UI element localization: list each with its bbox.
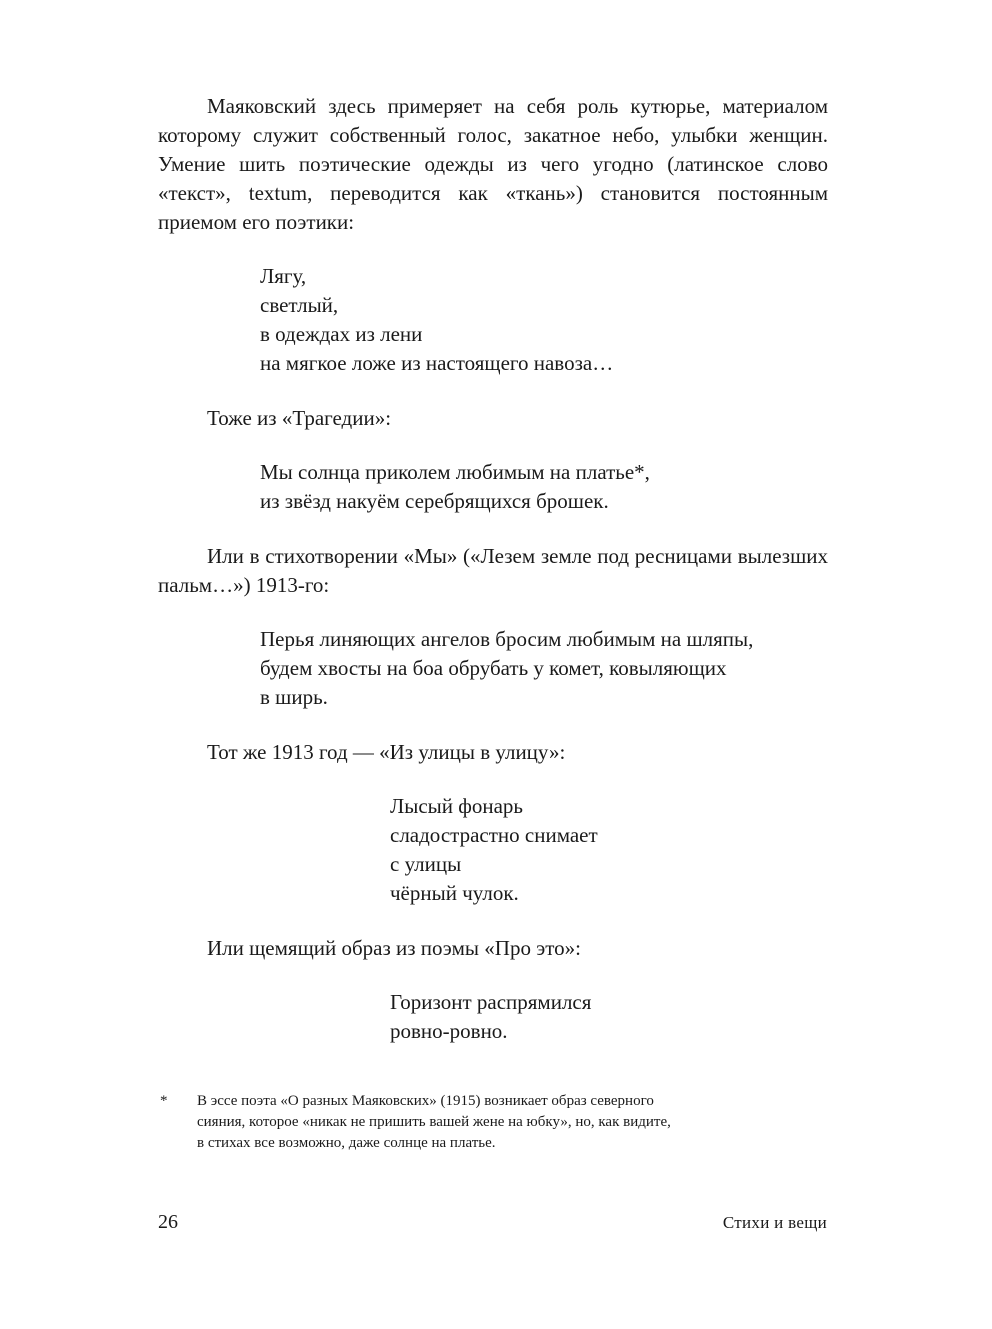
verse-quote-3: [260, 625, 828, 712]
page-number: 26: [158, 1211, 178, 1233]
verse-line: Мы солнца приколем любимым на платье*,: [260, 460, 650, 484]
footnote-line: В эссе поэта «О разных Маяковских» (1915) возникает образ северного: [197, 1093, 654, 1109]
verse-line: Лысый фонарь: [390, 794, 524, 818]
footnote-line: в стихах все возможно, даже солнце на платье.: [197, 1135, 496, 1151]
paragraph-my-poem: Или в стихотворении «Мы» («Лезем земле под ресницами вылезших пальм…») 1913-го:: [158, 544, 828, 597]
verse-line: чёрный чулок.: [390, 881, 519, 905]
footnote: [158, 1091, 828, 1154]
paragraph-tragedy: Тоже из «Трагедии»:: [207, 406, 392, 430]
verse-line: светлый,: [260, 293, 339, 317]
footnote-text: [197, 1091, 828, 1154]
verse-line: в ширь.: [260, 685, 328, 709]
verse-line: будем хвосты на боа обрубать у комет, ковыляющих: [260, 656, 727, 680]
verse-line: Горизонт распрямился: [390, 990, 592, 1014]
page-body: [158, 92, 828, 1046]
verse-quote-5: [390, 988, 828, 1046]
paragraph-intro: Маяковский здесь примеряет на себя роль кутюрье, материалом которому служит собственный голос, закатное небо, улыбки женщин. Умение шить поэтические одежды из чего угодно (латинское слово «текст», textum, переводится как «ткань») становится постоянным приемом его поэтики:: [158, 94, 828, 234]
verse-line: в одеждах из лени: [260, 322, 423, 346]
verse-line: Лягу,: [260, 264, 307, 288]
verse-line: с улицы: [390, 852, 462, 876]
verse-line: ровно-ровно.: [390, 1019, 508, 1043]
verse-line: Перья линяющих ангелов бросим любимым на шляпы,: [260, 627, 754, 651]
paragraph-street: Тот же 1913 год — «Из улицы в улицу»:: [207, 740, 566, 764]
footnote-mark: *: [160, 1093, 168, 1109]
verse-quote-4: [390, 792, 828, 908]
verse-quote-2: [260, 458, 828, 516]
footnote-line: сияния, которое «никак не пришить вашей жене на юбку», но, как видите,: [197, 1114, 671, 1130]
running-title: Стихи и вещи: [722, 1213, 827, 1232]
verse-line: сладострастно снимает: [390, 823, 598, 847]
verse-line: на мягкое ложе из настоящего навоза…: [260, 351, 614, 375]
verse-line: из звёзд накуём серебрящихся брошек.: [260, 489, 609, 513]
paragraph-pro-eto: Или щемящий образ из поэмы «Про это»:: [207, 936, 581, 960]
verse-quote-1: [260, 262, 828, 378]
